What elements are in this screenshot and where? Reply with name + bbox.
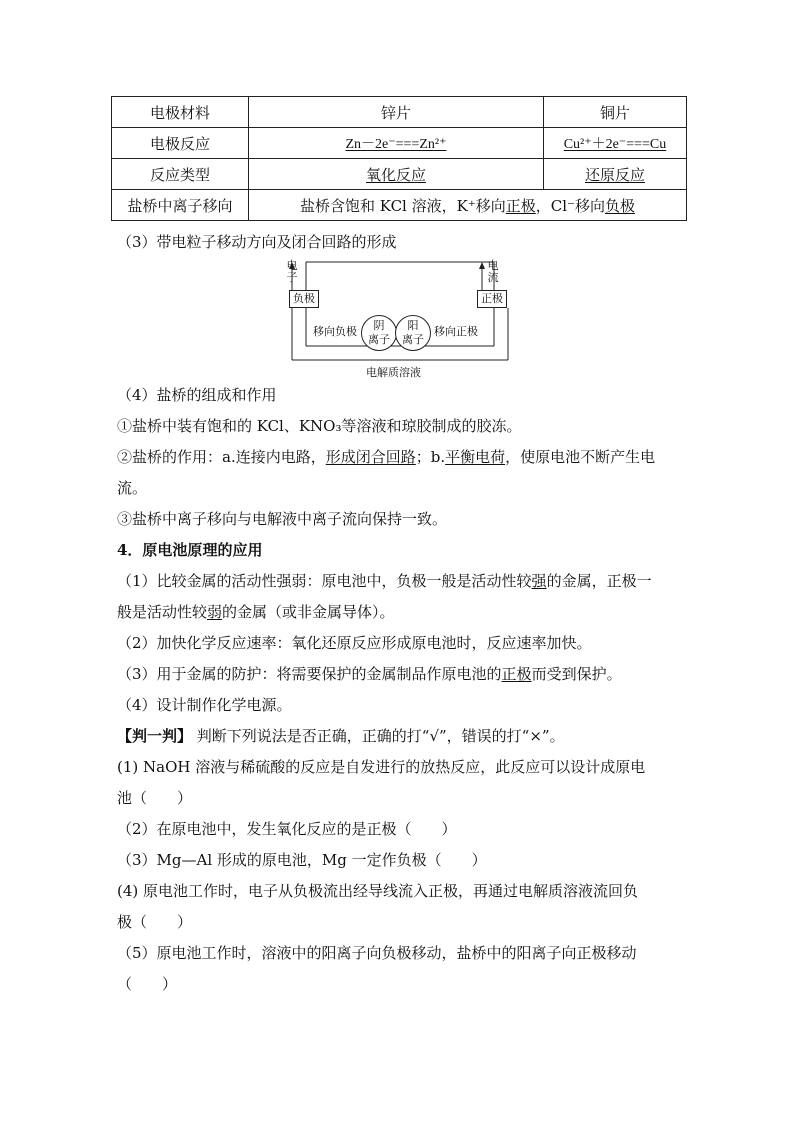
question: 极（ ） [117,913,193,931]
row-label: 电极反应 [112,128,249,159]
answer-blank: 弱 [207,603,223,621]
paragraph: ①盐桥中装有饱和的 KCl、KNO₃等溶液和琼胶制成的胶冻。 [117,417,522,435]
question: （3）Mg—Al 形成的原电池，Mg 一定作负极（ ） [117,851,487,869]
answer-blank: 强 [531,572,547,590]
anion-text: 离子 [368,333,390,346]
answer-blank: 平衡电荷 [445,448,506,466]
cu-cell [544,159,687,190]
text: ；b. [415,448,446,466]
electrolyte-label: 电解质溶液 [366,366,421,379]
cation-circle [395,315,431,351]
question: 池（ ） [117,789,193,807]
text: ，使原电池不断产生电 [505,448,656,466]
zn-reaction-type: 氧化反应 [365,165,426,184]
question: (1) NaOH 溶液与稀硫酸的反应是自发进行的放热反应，此反应可以设计成原电 [117,758,646,776]
text: 而受到保护。 [531,665,622,683]
paragraph [117,601,395,622]
cation-text: 阳 [407,319,419,332]
judge-prompt [117,725,565,746]
answer-blank: 形成闭合回路 [325,448,416,466]
section-4-title: （4）盐桥的组成和作用 [117,386,277,404]
anion-text: 阴 [373,319,385,332]
question: （2）在原电池中，发生氧化反应的是正极（ ） [117,820,457,838]
row-label: 电极材料 [112,97,249,128]
cu-cell [544,128,687,159]
positive-electrode-box: 正极 [477,290,507,308]
paragraph: （2）加快化学反应速率：氧化还原反应形成原电池时，反应速率加快。 [117,634,592,652]
answer-blank: 正极 [505,196,536,215]
text: 的金属，正极一 [546,572,652,590]
answer-blank: 正极 [501,665,532,683]
heading-4: 4．原电池原理的应用 [117,541,263,559]
paragraph [117,446,655,467]
zn-equation: Zn－2e⁻===Zn²⁺ [345,137,447,152]
paragraph: 流。 [117,479,148,497]
electrode-table [111,96,687,221]
paragraph: ③盐桥中离子移向与电解液中离子流向保持一致。 [117,510,448,528]
paragraph [117,570,652,591]
zn-cell: 锌片 [249,97,544,128]
row-label: 盐桥中离子移向 [112,190,249,221]
text: 盐桥含饱和 KCl 溶液，K⁺移向 [300,196,506,215]
text: （3）用于金属的防护：将需要保护的金属制品作原电池的 [117,665,502,683]
anion-circle [361,315,397,351]
circuit-diagram [282,258,518,380]
table-row [112,97,687,128]
answer-blank: 负极 [604,196,635,215]
salt-bridge-cell [249,190,687,221]
cu-cell: 铜片 [544,97,687,128]
text: 判断下列说法是否正确，正确的打“√”，错误的打“×”。 [192,727,565,745]
text: ②盐桥的作用：a.连接内电路， [117,448,326,466]
zn-cell [249,128,544,159]
question: (4) 原电池工作时，电子从负极流出经导线流入正极，再通过电解质溶液流回负 [117,882,639,900]
cu-reaction-type: 还原反应 [584,165,645,184]
cu-equation: Cu²⁺＋2e⁻===Cu [563,137,667,152]
section-3-title: （3）带电粒子移动方向及闭合回路的形成 [117,233,397,251]
question: （5）原电池工作时，溶液中的阳离子向负极移动，盐桥中的阳离子向正极移动 [117,944,637,962]
paragraph: （4）设计制作化学电源。 [117,696,292,714]
text: 的金属（或非金属导体）。 [222,603,395,621]
text: 般是活动性较 [117,603,208,621]
cation-text: 离子 [402,333,424,346]
table-row [112,159,687,190]
to-negative-label: 移向负极 [313,325,357,338]
to-positive-label: 移向正极 [434,325,478,338]
current-label: 电流 [487,259,499,284]
negative-electrode-box: 负极 [289,290,319,308]
zn-cell [249,159,544,190]
table-row [112,190,687,221]
row-label: 反应类型 [112,159,249,190]
paragraph [117,663,622,684]
electron-label: 电子 [286,259,298,284]
text: （1）比较金属的活动性强弱：原电池中，负极一般是活动性较 [117,572,532,590]
question: （ ） [117,975,178,993]
judge-tag: 【判一判】 [117,727,193,745]
table-row [112,128,687,159]
text: ，Cl⁻移向 [535,196,605,215]
